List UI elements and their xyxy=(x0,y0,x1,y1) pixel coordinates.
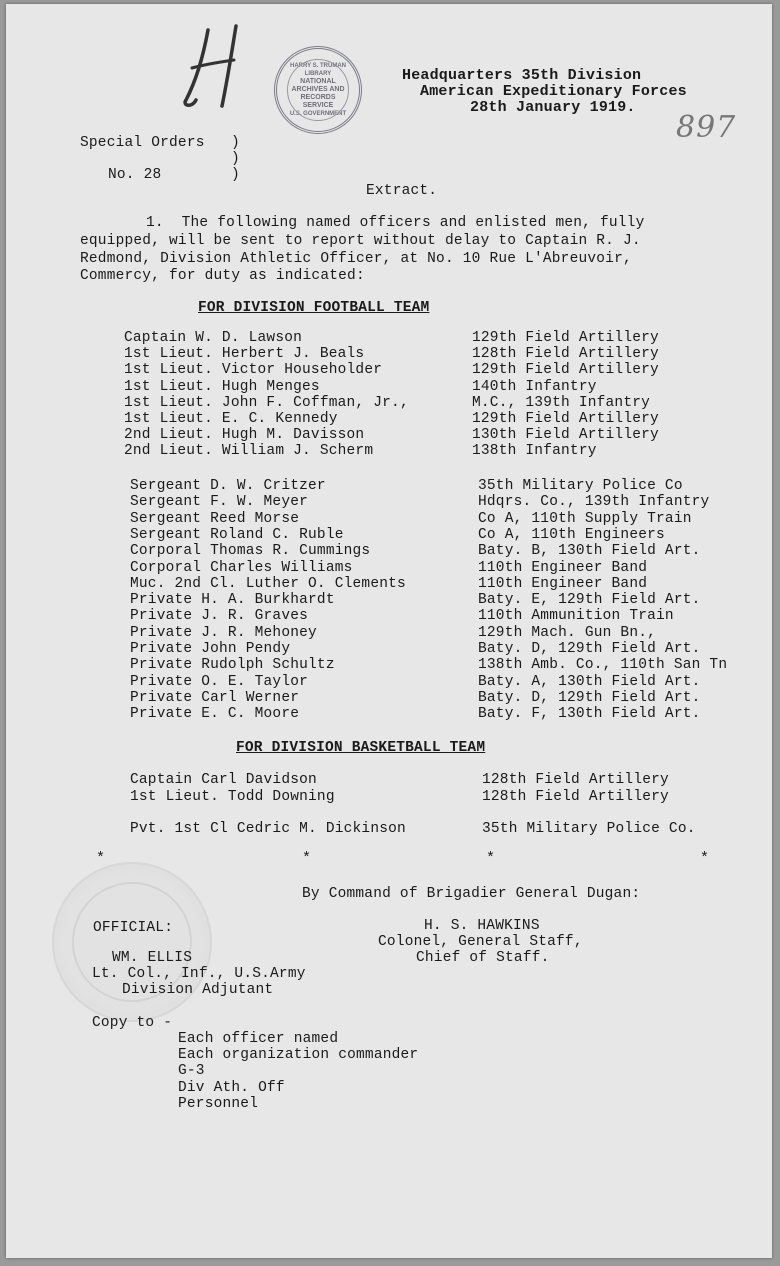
roster-unit: Baty. E, 129th Field Art. xyxy=(478,592,701,609)
basketball-heading: FOR DIVISION BASKETBALL TEAM xyxy=(236,740,486,756)
roster-name: 1st Lieut. Herbert J. Beals xyxy=(124,346,365,363)
roster-unit: 110th Ammunition Train xyxy=(478,608,674,625)
roster-name: Private Carl Werner xyxy=(130,689,300,706)
paragraph-line: 1. The following named officers and enlisted men, fully xyxy=(146,215,645,231)
stamp-line: HARRY S. TRUMAN LIBRARY xyxy=(289,63,346,77)
copy-recipient: Personnel xyxy=(178,1096,259,1112)
header-date: 28th January 1919. xyxy=(470,99,636,116)
stamp-line: ARCHIVES AND xyxy=(291,86,345,93)
roster-unit: Co A, 110th Supply Train xyxy=(478,510,692,527)
roster-unit: 129th Field Artillery xyxy=(472,330,659,346)
roster-name: Muc. 2nd Cl. Luther O. Clements xyxy=(130,575,406,592)
copy-to-label: Copy to - xyxy=(92,1015,173,1031)
stamp-line: RECORDS xyxy=(300,94,336,101)
roster-name: 1st Lieut. Victor Householder xyxy=(124,362,383,379)
roster-name: Corporal Thomas R. Cummings xyxy=(130,543,371,560)
basketball-member-name: 1st Lieut. Todd Downing xyxy=(130,789,335,805)
adjutant-title: Lt. Col., Inf., U.S.Army xyxy=(92,966,306,982)
roster-unit: 128th Field Artillery xyxy=(472,346,659,363)
separator-star: * xyxy=(486,850,496,867)
paragraph-line: equipped, will be sent to report without delay to Captain R. J. xyxy=(80,233,641,249)
header-line-2: American Expeditionary Forces xyxy=(420,83,687,100)
separator-star: * xyxy=(96,850,106,867)
roster-name: Private Rudolph Schultz xyxy=(130,657,335,674)
roster-unit: Baty. D, 129th Field Art. xyxy=(478,689,701,706)
official-label: OFFICIAL: xyxy=(93,920,174,936)
copy-recipient: Div Ath. Off xyxy=(178,1080,285,1096)
roster-unit: Baty. D, 129th Field Art. xyxy=(478,641,701,657)
stamp-line: U.S. GOVERNMENT xyxy=(289,111,347,117)
copy-recipient: G-3 xyxy=(178,1063,205,1079)
roster-unit: Co A, 110th Engineers xyxy=(478,526,665,543)
roster-unit: 35th Military Police Co xyxy=(478,478,683,494)
roster-name: 2nd Lieut. William J. Scherm xyxy=(124,443,374,460)
roster-unit: Baty. F, 130th Field Art. xyxy=(478,706,701,723)
roster-name: Private E. C. Moore xyxy=(130,706,300,723)
roster-unit: 129th Field Artillery xyxy=(472,411,659,427)
basketball-member-unit: 128th Field Artillery xyxy=(482,789,669,805)
roster-unit: 140th Infantry xyxy=(472,378,597,395)
paragraph-line: Redmond, Division Athletic Officer, at No. 10 Rue L'Abreuvoir, xyxy=(80,251,632,267)
roster-name: 1st Lieut. E. C. Kennedy xyxy=(124,411,338,427)
roster-unit: 110th Engineer Band xyxy=(478,559,648,576)
handwritten-mark xyxy=(178,22,242,114)
brace: ) xyxy=(231,167,240,183)
signer-title: Chief of Staff. xyxy=(416,950,550,966)
roster-name: Sergeant Reed Morse xyxy=(130,510,300,527)
adjutant-name: WM. ELLIS xyxy=(112,950,193,966)
paragraph-line: Commercy, for duty as indicated: xyxy=(80,268,365,284)
basketball-member-unit: 35th Military Police Co. xyxy=(482,821,696,837)
stamp-line: SERVICE xyxy=(302,102,334,109)
roster-unit: 129th Mach. Gun Bn., xyxy=(478,624,657,641)
order-number: No. 28 xyxy=(108,167,162,183)
signer-title: Colonel, General Staff, xyxy=(378,934,583,950)
roster-unit: 138th Amb. Co., 110th San Tn xyxy=(478,657,728,674)
roster-unit: 129th Field Artillery xyxy=(472,362,659,379)
roster-unit: Baty. A, 130th Field Art. xyxy=(478,673,701,690)
roster-unit: 130th Field Artillery xyxy=(472,427,659,444)
roster-name: Private O. E. Taylor xyxy=(130,673,309,690)
roster-name: Captain W. D. Lawson xyxy=(124,330,303,346)
roster-name: Sergeant D. W. Critzer xyxy=(130,478,326,494)
archive-stamp xyxy=(274,46,362,134)
roster-name: Private H. A. Burkhardt xyxy=(130,592,335,609)
embossed-seal xyxy=(52,862,212,1022)
roster-name: Private John Pendy xyxy=(130,641,291,657)
separator-star: * xyxy=(700,850,710,867)
basketball-member-unit: 128th Field Artillery xyxy=(482,772,669,788)
adjutant-title: Division Adjutant xyxy=(122,982,274,998)
roster-unit: Hdqrs. Co., 139th Infantry xyxy=(478,494,710,511)
roster-name: Corporal Charles Williams xyxy=(130,559,353,576)
football-heading: FOR DIVISION FOOTBALL TEAM xyxy=(198,300,430,316)
header-line-1: Headquarters 35th Division xyxy=(402,67,642,84)
roster-unit: 110th Engineer Band xyxy=(478,575,648,592)
basketball-member-name: Pvt. 1st Cl Cedric M. Dickinson xyxy=(130,821,406,837)
roster-unit: Baty. B, 130th Field Art. xyxy=(478,543,701,560)
roster-unit: 138th Infantry xyxy=(472,443,597,460)
copy-recipient: Each organization commander xyxy=(178,1047,419,1063)
copy-recipient: Each officer named xyxy=(178,1031,339,1047)
roster-name: 1st Lieut. John F. Coffman, Jr., xyxy=(124,394,409,411)
handwritten-number: 897 xyxy=(676,110,737,145)
command-line: By Command of Brigadier General Dugan: xyxy=(302,886,641,902)
separator-star: * xyxy=(302,850,312,867)
roster-name: Private J. R. Graves xyxy=(130,608,309,625)
roster-name: 1st Lieut. Hugh Menges xyxy=(124,378,320,395)
roster-name: Private J. R. Mehoney xyxy=(130,624,317,641)
stamp-line: NATIONAL xyxy=(300,78,336,85)
brace: ) xyxy=(231,135,240,151)
roster-name: 2nd Lieut. Hugh M. Davisson xyxy=(124,427,365,444)
signer-name: H. S. HAWKINS xyxy=(424,918,540,934)
basketball-member-name: Captain Carl Davidson xyxy=(130,772,317,788)
special-orders-label: Special Orders xyxy=(80,135,205,151)
extract-label: Extract. xyxy=(366,183,438,199)
roster-name: Sergeant Roland C. Ruble xyxy=(130,526,344,543)
roster-name: Sergeant F. W. Meyer xyxy=(130,494,309,511)
brace: ) xyxy=(231,151,240,167)
roster-unit: M.C., 139th Infantry xyxy=(472,394,651,411)
